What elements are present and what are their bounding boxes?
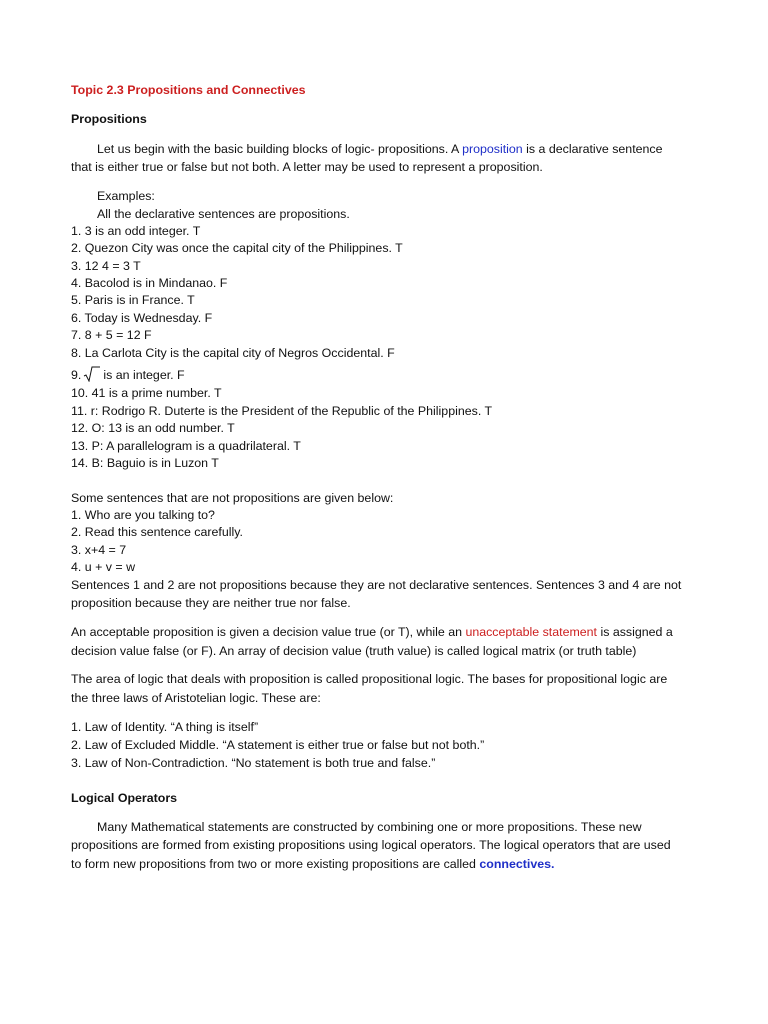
- intro-text-end: is a declarative sentence: [522, 142, 663, 156]
- example-item: 6. Today is Wednesday. F: [71, 311, 213, 325]
- operators-line-3: [71, 856, 554, 873]
- non-proposition-item: 3. x+4 = 7: [71, 543, 127, 557]
- acceptable-text: An acceptable proposition is given a decision value true (or T), while an: [71, 625, 466, 639]
- area-line-2: the three laws of Aristotelian logic. These are:: [71, 691, 321, 705]
- examples-label: Examples:: [97, 189, 155, 203]
- item9-number: 9.: [71, 368, 82, 382]
- example-item: 11. r: Rodrigo R. Duterte is the President of the Republic of the Philippines. T: [71, 404, 493, 418]
- area-line-1: The area of logic that deals with proposition is called propositional logic. The bases for propositional logic are: [71, 672, 668, 686]
- example-item: 14. B: Baguio is in Luzon T: [71, 456, 219, 470]
- intro-text: Let us begin with the basic building blocks of logic- propositions. A: [97, 142, 463, 156]
- example-item: 2. Quezon City was once the capital city of the Philippines. T: [71, 241, 403, 255]
- acceptable-text-end: is assigned a: [597, 625, 673, 639]
- law-item: 1. Law of Identity. “A thing is itself”: [71, 720, 259, 734]
- item9-text: is an integer. F: [103, 368, 185, 382]
- example-item-9: [71, 366, 185, 384]
- connectives-term: connectives.: [479, 857, 555, 871]
- non-propositions-intro: Some sentences that are not propositions are given below:: [71, 491, 394, 505]
- law-item: 3. Law of Non-Contradiction. “No statement is both true and false.”: [71, 756, 436, 770]
- example-item: 5. Paris is in France. T: [71, 293, 195, 307]
- acceptable-line-2: decision value false (or F). An array of decision value (truth value) is called logical matrix (or truth table): [71, 644, 637, 658]
- square-root-symbol: [83, 366, 100, 382]
- intro-line-1: [97, 141, 663, 158]
- example-item: 8. La Carlota City is the capital city of Negros Occidental. F: [71, 346, 395, 360]
- acceptable-line-1: [71, 624, 673, 641]
- non-proposition-item: 2. Read this sentence carefully.: [71, 525, 243, 539]
- non-propositions-explanation-1: Sentences 1 and 2 are not propositions because they are not declarative sentences. Sentences 3 and 4 are not: [71, 578, 682, 592]
- examples-subtitle: All the declarative sentences are propositions.: [97, 207, 350, 221]
- non-proposition-item: 1. Who are you talking to?: [71, 508, 215, 522]
- example-item: 7. 8 + 5 = 12 F: [71, 328, 152, 342]
- non-propositions-explanation-2: proposition because they are neither true nor false.: [71, 596, 351, 610]
- operators-line-1: Many Mathematical statements are constructed by combining one or more propositions. These new: [97, 820, 642, 834]
- non-proposition-item: 4. u + v = w: [71, 560, 136, 574]
- example-item: 10. 41 is a prime number. T: [71, 386, 222, 400]
- topic-title: Topic 2.3 Propositions and Connectives: [71, 83, 306, 97]
- operators-text: to form new propositions from two or more existing propositions are called: [71, 857, 480, 871]
- logical-operators-heading: Logical Operators: [71, 791, 178, 805]
- intro-line-2: that is either true or false but not both. A letter may be used to represent a proposition.: [71, 160, 543, 174]
- law-item: 2. Law of Excluded Middle. “A statement is either true or false but not both.”: [71, 738, 485, 752]
- example-item: 4. Bacolod is in Mindanao. F: [71, 276, 228, 290]
- example-item: 12. O: 13 is an odd number. T: [71, 421, 235, 435]
- unacceptable-statement-term: unacceptable statement: [465, 625, 598, 639]
- operators-line-2: propositions are formed from existing propositions using logical operators. The logical operators that are used: [71, 838, 671, 852]
- example-item: 3. 12 4 = 3 T: [71, 259, 141, 273]
- example-item: 1. 3 is an odd integer. T: [71, 224, 201, 238]
- example-item: 13. P: A parallelogram is a quadrilateral. T: [71, 439, 301, 453]
- propositions-heading: Propositions: [71, 112, 147, 126]
- proposition-term: proposition: [462, 142, 523, 156]
